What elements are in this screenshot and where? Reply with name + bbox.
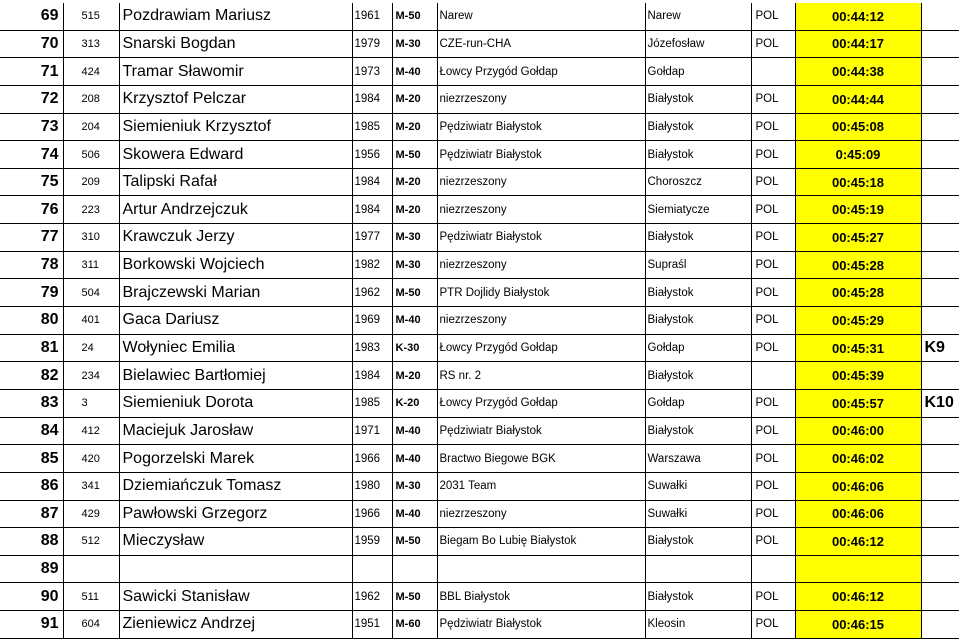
age-category-cell: M-30 xyxy=(392,472,437,500)
club-cell: niezrzeszony xyxy=(437,85,645,113)
club-cell: CZE-run-CHA xyxy=(437,30,645,58)
birth-year-cell: 1977 xyxy=(352,224,392,252)
women-rank-cell xyxy=(921,224,959,252)
bib-number-cell: 223 xyxy=(63,196,119,224)
bib-number-cell: 412 xyxy=(63,417,119,445)
birth-year-cell: 1962 xyxy=(352,279,392,307)
finish-time-cell: 00:45:28 xyxy=(795,279,921,307)
runner-name-cell: Siemieniuk Krzysztof xyxy=(119,113,352,141)
club-cell: Łowcy Przygód Gołdap xyxy=(437,389,645,417)
bib-number-cell: 604 xyxy=(63,611,119,639)
finish-time-cell: 00:46:06 xyxy=(795,472,921,500)
city-cell: Siemiatycze xyxy=(645,196,751,224)
city-cell: Białystok xyxy=(645,113,751,141)
finish-time-cell: 00:45:29 xyxy=(795,307,921,335)
country-cell: POL xyxy=(751,141,795,169)
table-row xyxy=(0,3,959,30)
country-cell: POL xyxy=(751,445,795,473)
table-row xyxy=(0,472,959,500)
finish-time-cell: 00:44:44 xyxy=(795,85,921,113)
women-rank-cell xyxy=(921,141,959,169)
table-row xyxy=(0,528,959,556)
runner-name-cell: Borkowski Wojciech xyxy=(119,251,352,279)
table-row xyxy=(0,389,959,417)
country-cell: POL xyxy=(751,251,795,279)
runner-name-cell: Snarski Bogdan xyxy=(119,30,352,58)
bib-number-cell: 341 xyxy=(63,472,119,500)
table-row xyxy=(0,362,959,390)
place-cell: 80 xyxy=(0,307,63,335)
finish-time-cell: 00:45:19 xyxy=(795,196,921,224)
birth-year-cell: 1961 xyxy=(352,3,392,30)
age-category-cell: M-40 xyxy=(392,500,437,528)
runner-name-cell: Krawczuk Jerzy xyxy=(119,224,352,252)
runner-name-cell: Wołyniec Emilia xyxy=(119,334,352,362)
place-cell: 78 xyxy=(0,251,63,279)
bib-number-cell: 511 xyxy=(63,583,119,611)
country-cell: POL xyxy=(751,3,795,30)
runner-name-cell: Bielawiec Bartłomiej xyxy=(119,362,352,390)
birth-year-cell: 1979 xyxy=(352,30,392,58)
club-cell: Bractwo Biegowe BGK xyxy=(437,445,645,473)
finish-time-cell: 00:45:28 xyxy=(795,251,921,279)
runner-name-cell: Pogorzelski Marek xyxy=(119,445,352,473)
women-rank-cell xyxy=(921,417,959,445)
women-rank-cell xyxy=(921,307,959,335)
women-rank-cell xyxy=(921,113,959,141)
birth-year-cell: 1985 xyxy=(352,113,392,141)
city-cell: Suwałki xyxy=(645,472,751,500)
women-rank-cell xyxy=(921,362,959,390)
country-cell: POL xyxy=(751,196,795,224)
runner-name-cell: Skowera Edward xyxy=(119,141,352,169)
club-cell: Pędziwiatr Białystok xyxy=(437,113,645,141)
country-cell: POL xyxy=(751,583,795,611)
finish-time-cell: 00:45:39 xyxy=(795,362,921,390)
age-category-cell: M-20 xyxy=(392,168,437,196)
club-cell: niezrzeszony xyxy=(437,196,645,224)
age-category-cell: M-30 xyxy=(392,224,437,252)
place-cell: 74 xyxy=(0,141,63,169)
place-cell: 89 xyxy=(0,555,63,583)
club-cell: niezrzeszony xyxy=(437,168,645,196)
country-cell xyxy=(751,58,795,86)
women-rank-cell xyxy=(921,528,959,556)
birth-year-cell: 1962 xyxy=(352,583,392,611)
age-category-cell: M-40 xyxy=(392,445,437,473)
finish-time-cell xyxy=(795,555,921,583)
women-rank-cell: K10 xyxy=(921,389,959,417)
age-category-cell: K-30 xyxy=(392,334,437,362)
club-cell xyxy=(437,555,645,583)
runner-name-cell: Brajczewski Marian xyxy=(119,279,352,307)
finish-time-cell: 00:45:08 xyxy=(795,113,921,141)
bib-number-cell: 401 xyxy=(63,307,119,335)
finish-time-cell: 00:45:31 xyxy=(795,334,921,362)
runner-name-cell: Talipski Rafał xyxy=(119,168,352,196)
table-row xyxy=(0,58,959,86)
city-cell: Białystok xyxy=(645,224,751,252)
club-cell: Pędziwiatr Białystok xyxy=(437,611,645,639)
place-cell: 72 xyxy=(0,85,63,113)
country-cell: POL xyxy=(751,500,795,528)
women-rank-cell xyxy=(921,472,959,500)
country-cell: POL xyxy=(751,528,795,556)
birth-year-cell: 1980 xyxy=(352,472,392,500)
table-row xyxy=(0,224,959,252)
city-cell: Józefosław xyxy=(645,30,751,58)
city-cell: Białystok xyxy=(645,279,751,307)
birth-year-cell: 1971 xyxy=(352,417,392,445)
runner-name-cell: Dziemiańczuk Tomasz xyxy=(119,472,352,500)
country-cell: POL xyxy=(751,307,795,335)
women-rank-cell xyxy=(921,500,959,528)
city-cell: Białystok xyxy=(645,583,751,611)
place-cell: 87 xyxy=(0,500,63,528)
country-cell: POL xyxy=(751,113,795,141)
place-cell: 85 xyxy=(0,445,63,473)
place-cell: 71 xyxy=(0,58,63,86)
club-cell: Pędziwiatr Białystok xyxy=(437,417,645,445)
country-cell xyxy=(751,362,795,390)
age-category-cell: M-50 xyxy=(392,3,437,30)
results-body xyxy=(0,3,959,638)
club-cell: niezrzeszony xyxy=(437,307,645,335)
club-cell: PTR Dojlidy Białystok xyxy=(437,279,645,307)
club-cell: Pędziwiatr Białystok xyxy=(437,141,645,169)
place-cell: 86 xyxy=(0,472,63,500)
table-row xyxy=(0,141,959,169)
place-cell: 73 xyxy=(0,113,63,141)
birth-year-cell: 1973 xyxy=(352,58,392,86)
finish-time-cell: 00:46:12 xyxy=(795,583,921,611)
table-row xyxy=(0,500,959,528)
bib-number-cell: 515 xyxy=(63,3,119,30)
women-rank-cell xyxy=(921,30,959,58)
place-cell: 82 xyxy=(0,362,63,390)
bib-number-cell: 506 xyxy=(63,141,119,169)
city-cell: Białystok xyxy=(645,307,751,335)
city-cell xyxy=(645,555,751,583)
place-cell: 84 xyxy=(0,417,63,445)
age-category-cell: M-20 xyxy=(392,85,437,113)
table-row xyxy=(0,113,959,141)
country-cell xyxy=(751,555,795,583)
women-rank-cell xyxy=(921,279,959,307)
table-row xyxy=(0,168,959,196)
country-cell: POL xyxy=(751,224,795,252)
country-cell: POL xyxy=(751,389,795,417)
table-row xyxy=(0,555,959,583)
city-cell: Narew xyxy=(645,3,751,30)
finish-time-cell: 00:45:27 xyxy=(795,224,921,252)
city-cell: Choroszcz xyxy=(645,168,751,196)
place-cell: 75 xyxy=(0,168,63,196)
age-category-cell xyxy=(392,555,437,583)
runner-name-cell: Gaca Dariusz xyxy=(119,307,352,335)
club-cell: 2031 Team xyxy=(437,472,645,500)
bib-number-cell: 204 xyxy=(63,113,119,141)
finish-time-cell: 00:46:12 xyxy=(795,528,921,556)
finish-time-cell: 00:44:12 xyxy=(795,3,921,30)
place-cell: 88 xyxy=(0,528,63,556)
women-rank-cell xyxy=(921,168,959,196)
place-cell: 69 xyxy=(0,3,63,30)
table-row xyxy=(0,196,959,224)
birth-year-cell: 1984 xyxy=(352,362,392,390)
city-cell: Gołdap xyxy=(645,389,751,417)
finish-time-cell: 0:45:09 xyxy=(795,141,921,169)
city-cell: Gołdap xyxy=(645,334,751,362)
age-category-cell: M-40 xyxy=(392,307,437,335)
women-rank-cell xyxy=(921,583,959,611)
finish-time-cell: 00:44:38 xyxy=(795,58,921,86)
club-cell: RS nr. 2 xyxy=(437,362,645,390)
bib-number-cell: 310 xyxy=(63,224,119,252)
birth-year-cell: 1982 xyxy=(352,251,392,279)
club-cell: Łowcy Przygód Gołdap xyxy=(437,334,645,362)
birth-year-cell xyxy=(352,555,392,583)
age-category-cell: M-50 xyxy=(392,279,437,307)
age-category-cell: K-20 xyxy=(392,389,437,417)
bib-number-cell: 420 xyxy=(63,445,119,473)
runner-name-cell: Krzysztof Pelczar xyxy=(119,85,352,113)
runner-name-cell: Pawłowski Grzegorz xyxy=(119,500,352,528)
runner-name-cell: Mieczysław xyxy=(119,528,352,556)
club-cell: Biegam Bo Lubię Białystok xyxy=(437,528,645,556)
age-category-cell: M-40 xyxy=(392,417,437,445)
age-category-cell: M-50 xyxy=(392,528,437,556)
finish-time-cell: 00:46:02 xyxy=(795,445,921,473)
women-rank-cell xyxy=(921,196,959,224)
runner-name-cell xyxy=(119,555,352,583)
age-category-cell: M-50 xyxy=(392,583,437,611)
women-rank-cell xyxy=(921,555,959,583)
bib-number-cell: 3 xyxy=(63,389,119,417)
birth-year-cell: 1956 xyxy=(352,141,392,169)
finish-time-cell: 00:46:15 xyxy=(795,611,921,639)
runner-name-cell: Artur Andrzejczuk xyxy=(119,196,352,224)
age-category-cell: M-50 xyxy=(392,141,437,169)
finish-time-cell: 00:46:06 xyxy=(795,500,921,528)
city-cell: Białystok xyxy=(645,528,751,556)
city-cell: Kleosin xyxy=(645,611,751,639)
country-cell: POL xyxy=(751,168,795,196)
bib-number-cell: 311 xyxy=(63,251,119,279)
country-cell: POL xyxy=(751,472,795,500)
birth-year-cell: 1984 xyxy=(352,85,392,113)
finish-time-cell: 00:46:00 xyxy=(795,417,921,445)
country-cell: POL xyxy=(751,334,795,362)
birth-year-cell: 1984 xyxy=(352,168,392,196)
finish-time-cell: 00:45:18 xyxy=(795,168,921,196)
age-category-cell: M-60 xyxy=(392,611,437,639)
table-row xyxy=(0,30,959,58)
bib-number-cell: 429 xyxy=(63,500,119,528)
women-rank-cell xyxy=(921,58,959,86)
birth-year-cell: 1969 xyxy=(352,307,392,335)
city-cell: Supraśl xyxy=(645,251,751,279)
bib-number-cell: 512 xyxy=(63,528,119,556)
city-cell: Białystok xyxy=(645,85,751,113)
women-rank-cell xyxy=(921,3,959,30)
club-cell: Pędziwiatr Białystok xyxy=(437,224,645,252)
runner-name-cell: Sawicki Stanisław xyxy=(119,583,352,611)
table-row xyxy=(0,583,959,611)
place-cell: 77 xyxy=(0,224,63,252)
place-cell: 83 xyxy=(0,389,63,417)
women-rank-cell xyxy=(921,251,959,279)
bib-number-cell: 209 xyxy=(63,168,119,196)
place-cell: 70 xyxy=(0,30,63,58)
city-cell: Gołdap xyxy=(645,58,751,86)
city-cell: Warszawa xyxy=(645,445,751,473)
table-row xyxy=(0,279,959,307)
runner-name-cell: Maciejuk Jarosław xyxy=(119,417,352,445)
country-cell: POL xyxy=(751,417,795,445)
bib-number-cell: 313 xyxy=(63,30,119,58)
table-row xyxy=(0,611,959,639)
age-category-cell: M-40 xyxy=(392,58,437,86)
club-cell: Narew xyxy=(437,3,645,30)
table-row xyxy=(0,251,959,279)
age-category-cell: M-30 xyxy=(392,251,437,279)
club-cell: Łowcy Przygód Gołdap xyxy=(437,58,645,86)
table-row xyxy=(0,85,959,113)
bib-number-cell: 234 xyxy=(63,362,119,390)
women-rank-cell xyxy=(921,85,959,113)
club-cell: niezrzeszony xyxy=(437,500,645,528)
birth-year-cell: 1984 xyxy=(352,196,392,224)
table-row xyxy=(0,307,959,335)
bib-number-cell: 208 xyxy=(63,85,119,113)
birth-year-cell: 1985 xyxy=(352,389,392,417)
bib-number-cell: 424 xyxy=(63,58,119,86)
table-row xyxy=(0,417,959,445)
birth-year-cell: 1966 xyxy=(352,445,392,473)
place-cell: 90 xyxy=(0,583,63,611)
club-cell: BBL Białystok xyxy=(437,583,645,611)
birth-year-cell: 1966 xyxy=(352,500,392,528)
age-category-cell: M-30 xyxy=(392,30,437,58)
country-cell: POL xyxy=(751,611,795,639)
table-row xyxy=(0,445,959,473)
table-row xyxy=(0,334,959,362)
bib-number-cell: 504 xyxy=(63,279,119,307)
country-cell: POL xyxy=(751,30,795,58)
city-cell: Suwałki xyxy=(645,500,751,528)
finish-time-cell: 00:44:17 xyxy=(795,30,921,58)
birth-year-cell: 1951 xyxy=(352,611,392,639)
bib-number-cell: 24 xyxy=(63,334,119,362)
place-cell: 81 xyxy=(0,334,63,362)
women-rank-cell xyxy=(921,611,959,639)
city-cell: Białystok xyxy=(645,417,751,445)
birth-year-cell: 1983 xyxy=(352,334,392,362)
women-rank-cell xyxy=(921,445,959,473)
place-cell: 76 xyxy=(0,196,63,224)
country-cell: POL xyxy=(751,85,795,113)
age-category-cell: M-20 xyxy=(392,196,437,224)
runner-name-cell: Siemieniuk Dorota xyxy=(119,389,352,417)
age-category-cell: M-20 xyxy=(392,362,437,390)
finish-time-cell: 00:45:57 xyxy=(795,389,921,417)
runner-name-cell: Zieniewicz Andrzej xyxy=(119,611,352,639)
club-cell: niezrzeszony xyxy=(437,251,645,279)
bib-number-cell xyxy=(63,555,119,583)
city-cell: Białystok xyxy=(645,141,751,169)
country-cell: POL xyxy=(751,279,795,307)
results-table xyxy=(0,3,959,639)
women-rank-cell: K9 xyxy=(921,334,959,362)
age-category-cell: M-20 xyxy=(392,113,437,141)
place-cell: 79 xyxy=(0,279,63,307)
runner-name-cell: Pozdrawiam Mariusz xyxy=(119,3,352,30)
place-cell: 91 xyxy=(0,611,63,639)
runner-name-cell: Tramar Sławomir xyxy=(119,58,352,86)
birth-year-cell: 1959 xyxy=(352,528,392,556)
city-cell: Białystok xyxy=(645,362,751,390)
